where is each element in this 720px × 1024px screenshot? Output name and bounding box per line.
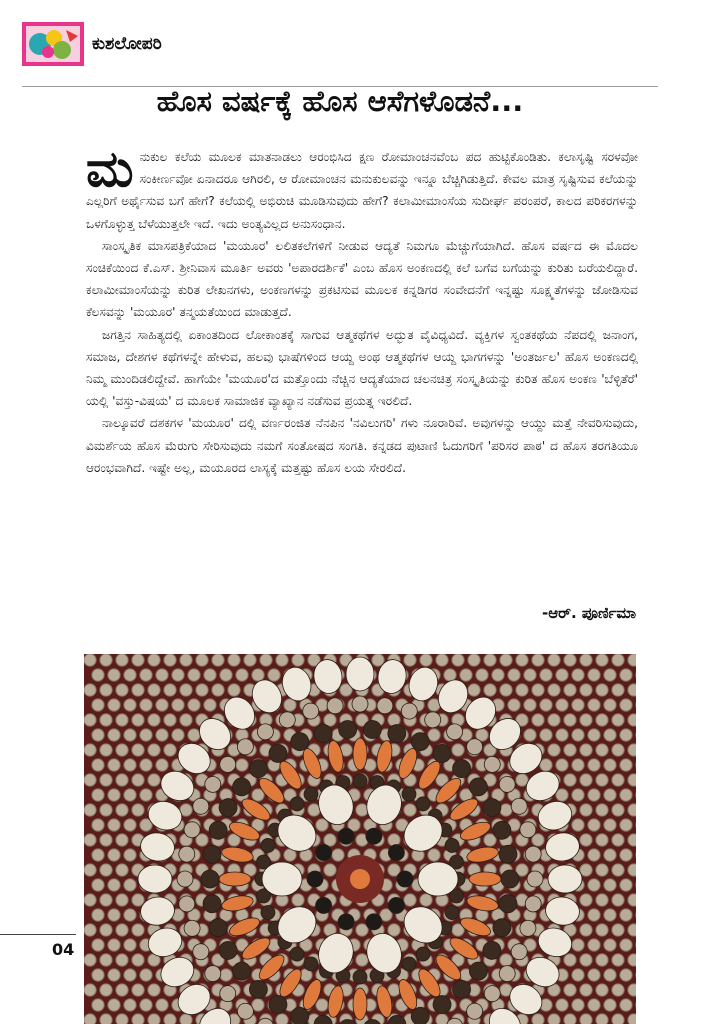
- article-title: ಹೊಸ ವರ್ಷಕ್ಕೆ ಹೊಸ ಆಸೆಗಳೊಡನೆ...: [156, 84, 524, 118]
- paragraph-2: ಸಾಂಸ್ಕೃತಿಕ ಮಾಸಪತ್ರಿಕೆಯಾದ 'ಮಯೂರ' ಲಲಿತಕಲೆಗಳಿಗೆ ನೀಡುವ ಆದ್ಯತೆ ನಿಮಗೂ ಮೆಚ್ಚುಗೆಯಾಗಿದೆ. ಹೊಸ ವರ್ಷದ ಈ ಮೊದಲ ಸಂಚಿಕೆಯಿಂದ ಕೆ.ಎಸ್. ಶ್ರೀನಿವಾಸ ಮೂರ್ತಿ ಅವರು 'ಅಪಾರದರ್ಶಿಕೆ' ಎಂಬ ಹೊಸ ಅಂಕಣದಲ್ಲಿ ಕಲೆ ಬಗೆವ ಬಗೆಯನ್ನು ಕುರಿತು ಬರೆಯಲಿದ್ದಾರೆ. ಕಲಾಮೀಮಾಂಸೆಯನ್ನು ಕುರಿತ ಲೇಖನಗಳು, ಅಂಕಣಗಳನ್ನು ಪ್ರಕಟಿಸುವ ಮೂಲಕ ಕನ್ನಡಿಗರ ಸಂವೇದನೆಗೆ ಇನ್ನಷ್ಟು ಸೂಕ್ಷ್ಮತೆಗಳನ್ನು ಜೋಡಿಸುವ ಕೆಲಸವನ್ನು 'ಮಯೂರ' ತನ್ಮಯತೆಯಿಂದ ಮಾಡುತ್ತದೆ.: [86, 238, 638, 320]
- magazine-logo-icon: [22, 22, 84, 66]
- drop-cap: ಮ: [86, 140, 134, 198]
- page-number: 04: [52, 940, 75, 959]
- seashell-mandala-illustration: [84, 654, 636, 1024]
- paragraph-1: ನುಕುಲ ಕಲೆಯ ಮೂಲಕ ಮಾತನಾಡಲು ಆರಂಭಿಸಿದ ಕ್ಷಣ ರೋಮಾಂಚನವೆಂಬ ಪದ ಹುಟ್ಟಿಕೊಂಡಿತು. ಕಲಾಸೃಷ್ಟಿ ಸರಳವೋ ಸಂಕೀರ್ಣವೋ ಏನಾದರೂ ಆಗಿರಲಿ, ಆ ರೋಮಾಂಚನ ಮನುಕುಲವನ್ನು ಇನ್ನೂ ಬೆಚ್ಚಿಗಿಡುತ್ತಿದೆ. ಕೇವಲ ಮಾತ್ರ ಸೃಷ್ಟಿಸುವ ಕಲೆಯನ್ನು ಎಲ್ಲರಿಗೆ ಅರ್ಥೈಸುವ ಬಗೆ ಹೇಗೆ? ಕಲೆಯಲ್ಲಿ ಅಭಿರುಚಿ ಮೂಡಿಸುವುದು ಹೇಗೆ? ಕಲಾಮೀಮಾಂಸೆಯ ಸುದೀರ್ಘ ಪರಂಪರೆ, ಕಾಲದ ಪರಿಕರಗಳನ್ನು ಒಳಗೊಳ್ಳುತ್ತ ಬೆಳೆಯುತ್ತಲೇ ಇದೆ. ಇದು ಅಂತ್ಯವಿಲ್ಲದ ಅನುಸಂಧಾನ.: [86, 150, 638, 231]
- article-body: [86, 140, 638, 479]
- page-header: [22, 20, 636, 66]
- section-name: ಕುಶಲೋಪರಿ: [92, 34, 162, 54]
- footer-divider: [0, 934, 76, 935]
- author-signature: -ಆರ್. ಪೂರ್ಣಿಮಾ: [542, 604, 636, 622]
- seashell-mandala-photo: [84, 654, 636, 1024]
- paragraph-3: ಜಗತ್ತಿನ ಸಾಹಿತ್ಯದಲ್ಲಿ ಏಕಾಂತದಿಂದ ಲೋಕಾಂತಕ್ಕೆ ಸಾಗುವ ಆತ್ಮಕಥೆಗಳ ಅದ್ಭುತ ವೈವಿಧ್ಯವಿದೆ. ವ್ಯಕ್ತಿಗಳ ಸ್ವಂತಕಥೆಯ ನೆಪದಲ್ಲಿ ಜನಾಂಗ, ಸಮಾಜ, ದೇಶಗಳ ಕಥೆಗಳನ್ನೇ ಹೇಳುವ, ಹಲವು ಭಾಷೆಗಳಿಂದ ಆಯ್ದ ಅಂಥ ಆತ್ಮಕಥೆಗಳ ಆಯ್ದ ಭಾಗಗಳನ್ನು 'ಅಂತರ್ಜಲ' ಹೊಸ ಅಂಕಣದಲ್ಲಿ ನಿಮ್ಮ ಮುಂದಿಡಲಿದ್ದೇವೆ. ಹಾಗೆಯೇ 'ಮಯೂರ'ದ ಮತ್ತೊಂದು ನೆಚ್ಚಿನ ಆದ್ಯತೆಯಾದ ಚಲನಚಿತ್ರ ಸಂಸ್ಕೃತಿಯನ್ನು ಕುರಿತ ಹೊಸ ಅಂಕಣ 'ಬೆಳ್ಳಿತೆರೆ' ಯಲ್ಲಿ 'ವಸ್ತು-ವಿಷಯ' ದ ಮೂಲಕ ಸಾಮಾಜಿಕ ವ್ಯಾಖ್ಯಾನ ನಡೆಸುವ ಪ್ರಯತ್ನ ಇರಲಿದೆ.: [86, 327, 638, 409]
- paragraph-4: ನಾಲ್ಕೂವರೆ ದಶಕಗಳ 'ಮಯೂರ' ದಲ್ಲಿ ವರ್ಣರಂಜಿತ ನೆನಪಿನ 'ನವಿಲುಗರಿ' ಗಳು ನೂರಾರಿವೆ. ಅವುಗಳನ್ನು ಆಯ್ದು ಮತ್ತೆ ನೇವರಿಸುವುದು, ವಿಮರ್ಶೆಯ ಹೊಸ ಮೆರುಗು ಸೇರಿಸುವುದು ನಮಗೆ ಸಂತೋಷದ ಸಂಗತಿ. ಕನ್ನಡದ ಪುಟಾಣಿ ಓದುಗರಿಗೆ 'ಪರಿಸರ ಪಾಠ' ದ ಹೊಸ ತರಗತಿಯೂ ಆರಂಭವಾಗಿದೆ. ಇಷ್ಟೇ ಅಲ್ಲ, ಮಯೂರದ ಲಾಸ್ಯಕ್ಕೆ ಮತ್ತಷ್ಟು ಹೊಸ ಲಯ ಸೇರಲಿದೆ.: [86, 416, 638, 475]
